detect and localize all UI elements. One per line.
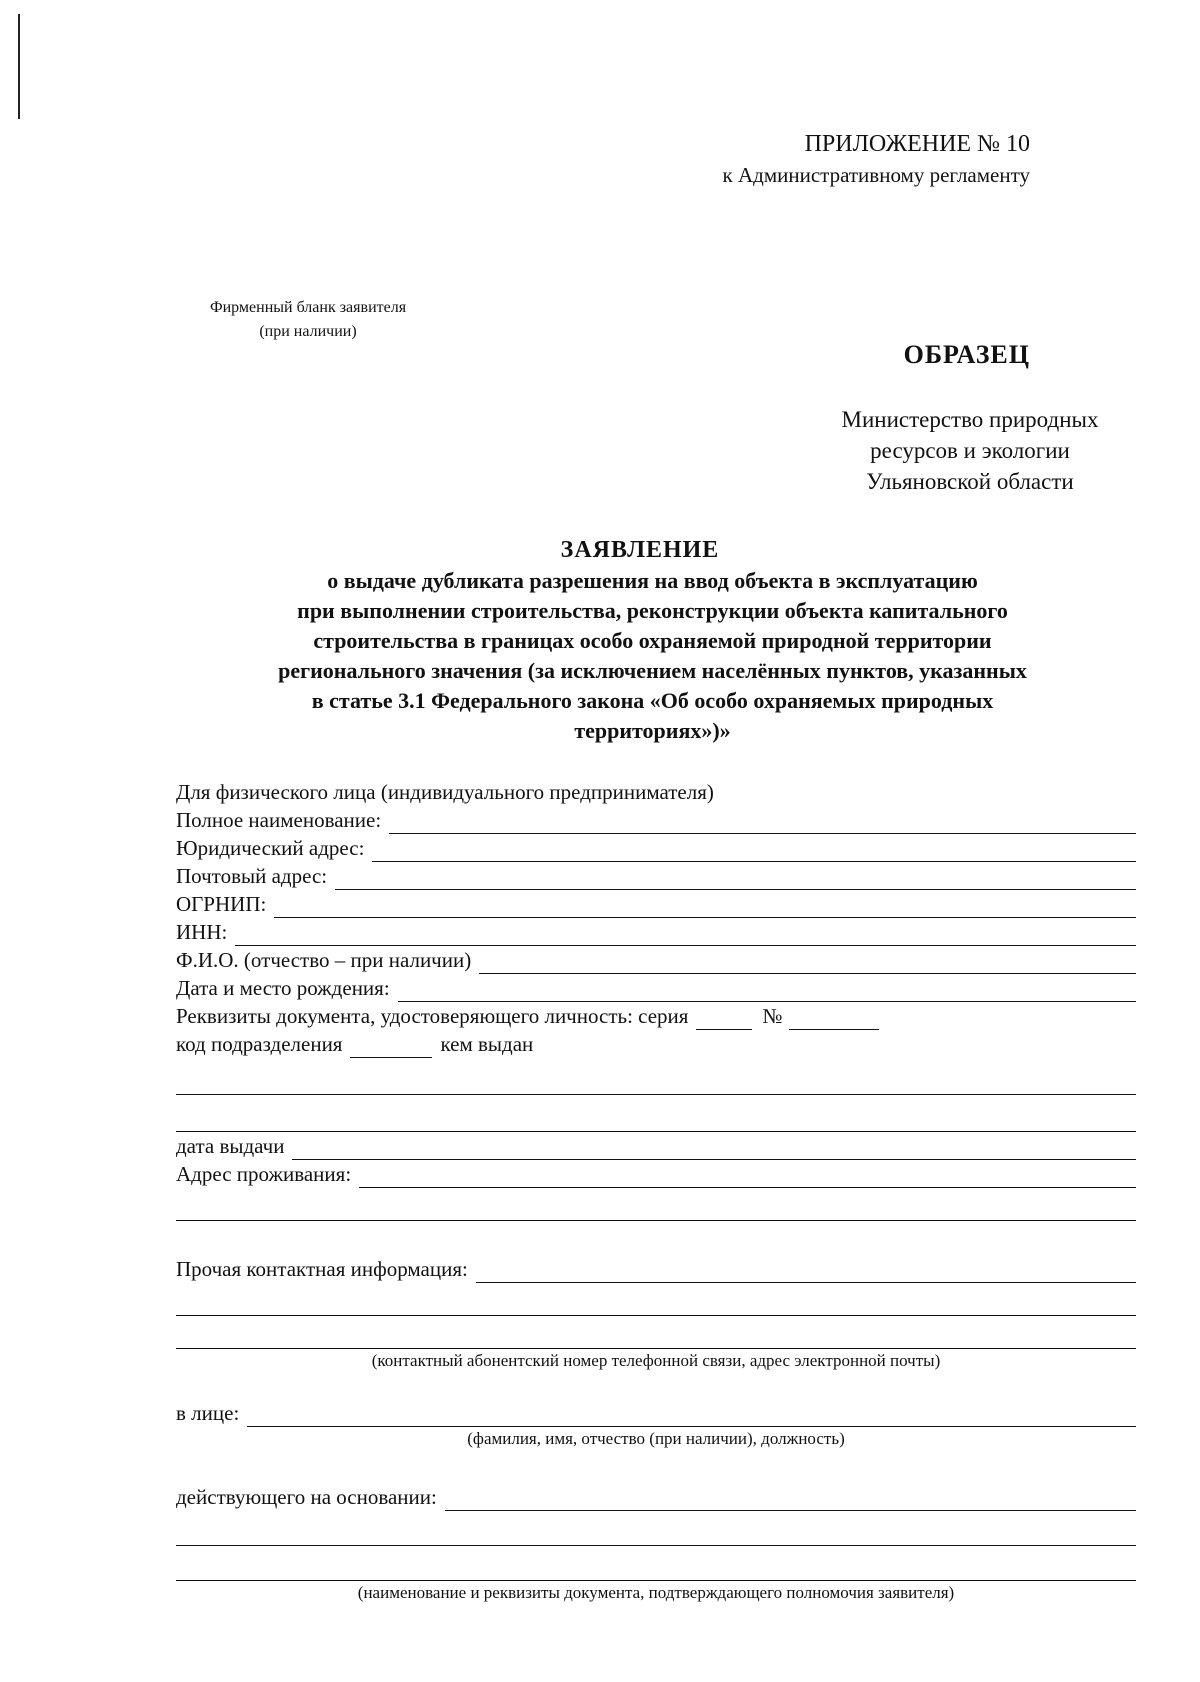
- document-title: ЗАЯВЛЕНИЕ: [560, 537, 720, 563]
- contact-row: [176, 1255, 1136, 1283]
- represented-by-row: [176, 1399, 1136, 1427]
- appendix-header: [723, 128, 1030, 190]
- basis-label: действующего на основании:: [176, 1485, 437, 1509]
- residence-label: Адрес проживания:: [176, 1162, 352, 1186]
- section-heading: Для физического лица (индивидуального предпринимателя): [176, 780, 714, 804]
- subtitle-line: в статье 3.1 Федерального закона «Об особо охраняемых природных: [311, 688, 994, 713]
- fio-row: [176, 946, 1136, 974]
- issue-date-row: [176, 1132, 1136, 1160]
- basis-hint: (наименование и реквизиты документа, подтверждающего полномочия заявителя): [357, 1583, 955, 1602]
- basis-field-continued[interactable]: [176, 1511, 1136, 1546]
- id-document-label: Реквизиты документа, удостоверяющего личность: серия: [176, 1004, 689, 1028]
- issue-date-label: дата выдачи: [176, 1134, 285, 1158]
- letterhead-qualifier: (при наличии): [259, 323, 357, 340]
- subtitle-line: строительства в границах особо охраняемой природной территории: [313, 628, 992, 653]
- residence-field-continued[interactable]: [176, 1188, 1136, 1221]
- legal-address-row: [176, 834, 1136, 862]
- letterhead-note: [178, 296, 438, 344]
- residence-field[interactable]: [359, 1167, 1136, 1188]
- recipient-block: [800, 404, 1140, 497]
- ogrnip-row: [176, 890, 1136, 918]
- sample-label: ОБРАЗЕЦ: [903, 340, 1030, 369]
- issued-by-label: кем выдан: [440, 1032, 534, 1056]
- contact-hint: (контактный абонентский номер телефонной связи, адрес электронной почты): [371, 1351, 941, 1370]
- subtitle-line: территориях»)»: [574, 718, 731, 743]
- represented-by-field[interactable]: [247, 1406, 1136, 1427]
- postal-address-field[interactable]: [335, 869, 1136, 890]
- inn-field[interactable]: [235, 925, 1136, 946]
- recipient-line: Ульяновской области: [866, 469, 1074, 494]
- number-field[interactable]: [789, 1009, 879, 1030]
- applicant-form: [176, 778, 1136, 1605]
- division-code-row: [176, 1030, 1136, 1058]
- recipient-line: Министерство природных: [841, 407, 1099, 432]
- residence-row: [176, 1160, 1136, 1188]
- id-document-row: [176, 1002, 1136, 1030]
- basis-field[interactable]: [445, 1490, 1136, 1511]
- issue-date-field[interactable]: [292, 1139, 1136, 1160]
- number-label: №: [762, 1004, 783, 1028]
- contact-field-continued-2[interactable]: [176, 1316, 1136, 1349]
- ogrnip-field[interactable]: [274, 897, 1136, 918]
- contact-field[interactable]: [476, 1262, 1136, 1283]
- birth-field[interactable]: [398, 981, 1136, 1002]
- contact-label: Прочая контактная информация:: [176, 1257, 468, 1281]
- issued-by-field-continued[interactable]: [176, 1095, 1136, 1132]
- postal-address-row: [176, 862, 1136, 890]
- postal-address-label: Почтовый адрес:: [176, 864, 328, 888]
- basis-field-continued-2[interactable]: [176, 1546, 1136, 1581]
- subtitle-line: о выдаче дубликата разрешения на ввод объекта в эксплуатацию: [327, 568, 978, 593]
- division-code-label: код подразделения: [176, 1032, 343, 1056]
- division-code-field[interactable]: [350, 1037, 432, 1058]
- recipient-line: ресурсов и экологии: [870, 438, 1070, 463]
- fio-field[interactable]: [479, 953, 1136, 974]
- appendix-number: ПРИЛОЖЕНИЕ № 10: [804, 131, 1030, 157]
- contact-field-continued[interactable]: [176, 1283, 1136, 1316]
- legal-address-field[interactable]: [372, 841, 1136, 862]
- subtitle-line: при выполнении строительства, реконструкции объекта капитального: [297, 598, 1008, 623]
- fio-label: Ф.И.О. (отчество – при наличии): [176, 948, 472, 972]
- inn-row: [176, 918, 1136, 946]
- represented-by-label: в лице:: [176, 1401, 240, 1425]
- series-field[interactable]: [696, 1009, 752, 1030]
- full-name-label: Полное наименование:: [176, 808, 382, 832]
- full-name-row: [176, 806, 1136, 834]
- basis-row: [176, 1483, 1136, 1511]
- document-subtitle: [195, 566, 1110, 746]
- subtitle-line: регионального значения (за исключением населённых пунктов, указанных: [278, 658, 1027, 683]
- inn-label: ИНН:: [176, 920, 228, 944]
- birth-label: Дата и место рождения:: [176, 976, 390, 1000]
- full-name-field[interactable]: [389, 813, 1136, 834]
- appendix-reference: к Административному регламенту: [722, 163, 1030, 187]
- letterhead-line: Фирменный бланк заявителя: [209, 299, 407, 316]
- represented-by-hint: (фамилия, имя, отчество (при наличии), должность): [467, 1429, 845, 1448]
- ogrnip-label: ОГРНИП:: [176, 892, 267, 916]
- scan-edge-mark: [18, 14, 20, 119]
- legal-address-label: Юридический адрес:: [176, 836, 365, 860]
- birth-row: [176, 974, 1136, 1002]
- issued-by-field[interactable]: [176, 1058, 1136, 1095]
